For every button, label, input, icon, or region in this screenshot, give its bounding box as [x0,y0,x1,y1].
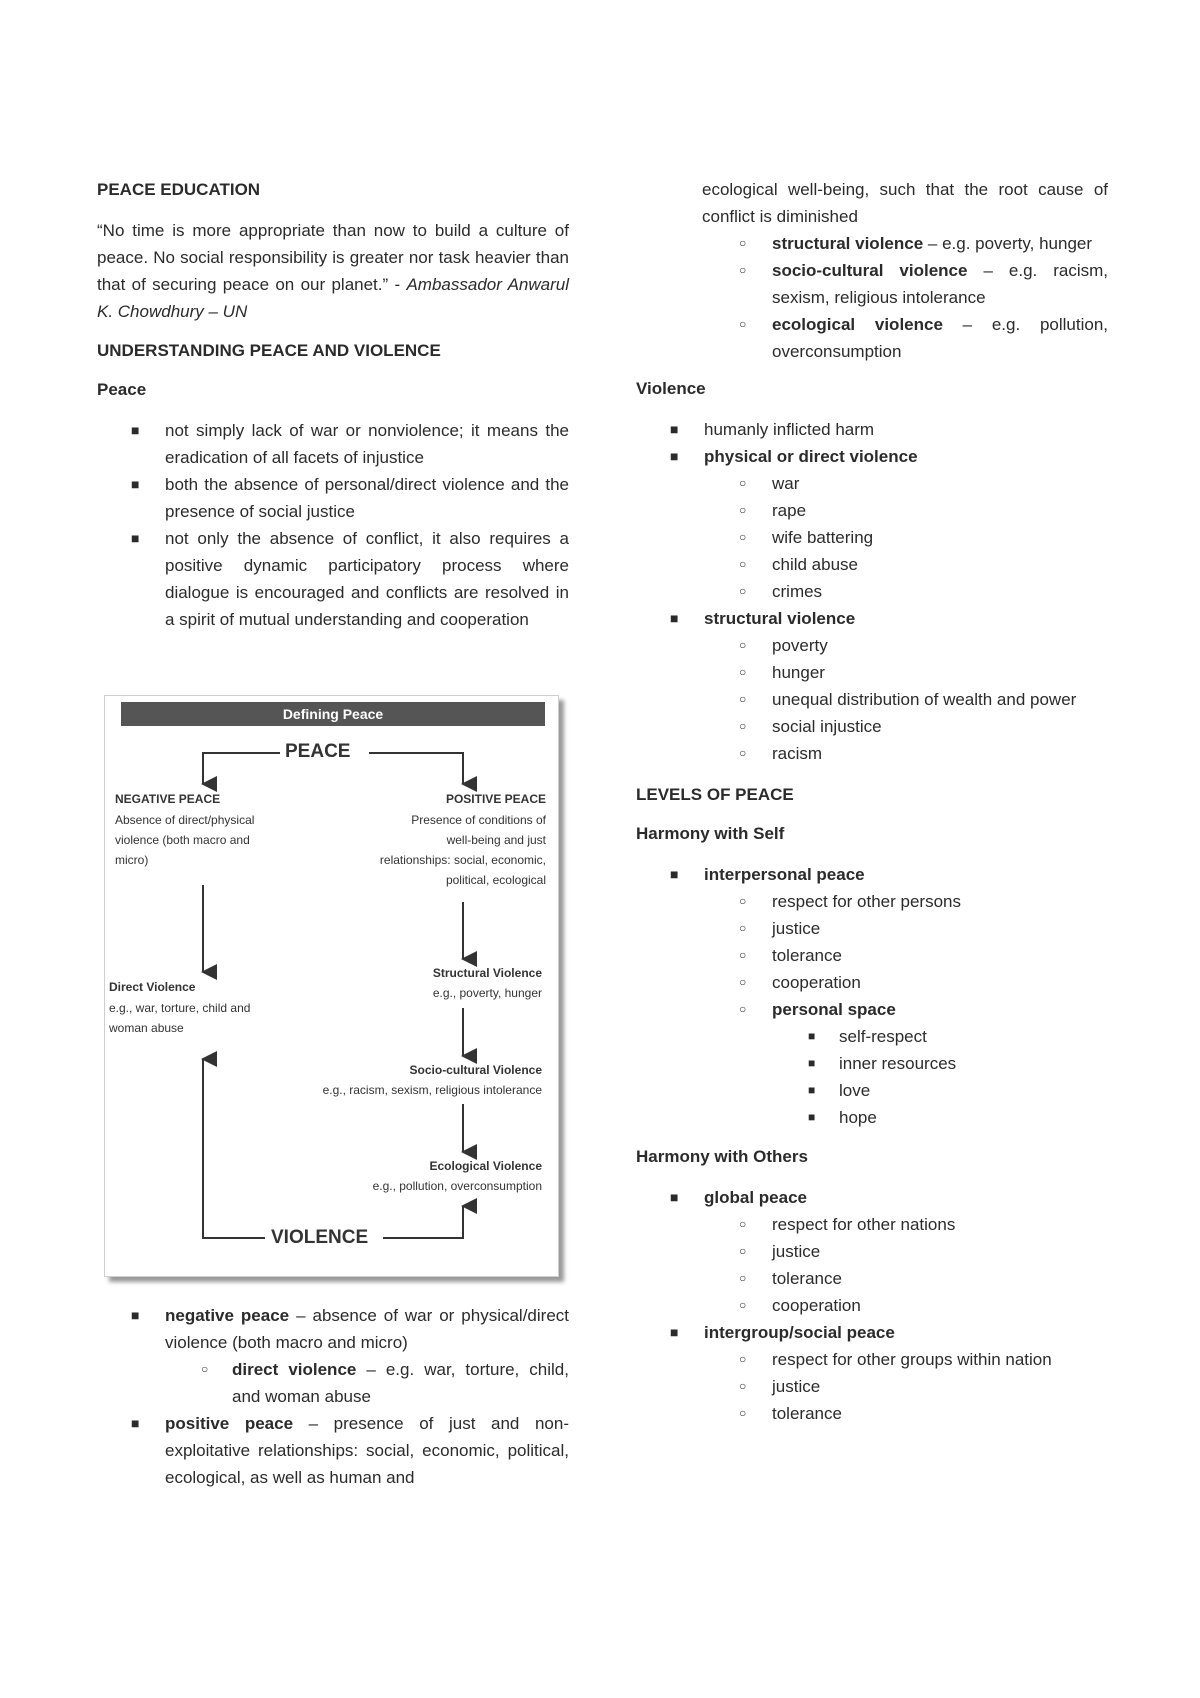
negative-peace-desc-2: violence (both macro and [115,833,250,847]
defining-peace-diagram [104,695,559,1277]
negative-peace-desc-3: micro) [115,853,149,867]
list-item: ○ structural violence – e.g. poverty, hunger [636,230,1108,257]
list-item: ○ crimes [636,578,1108,605]
harmony-self-list [636,861,1108,1131]
list-item: ■ not only the absence of conflict, it also requires a positive dynamic participatory process where dialogue is encouraged and conflicts are resolved in a spirit of mutual understanding and cooperation [97,525,569,633]
peace-types-list [97,1302,569,1491]
list-item: ○ justice [636,915,1108,942]
direct-violence-desc-1: e.g., war, torture, child and [109,1001,251,1015]
circle-bullet-icon: ○ [739,746,747,760]
list-item: ○ socio-cultural violence – e.g. racism, sexism, religious intolerance [636,257,1108,311]
list-item: ○ tolerance [636,1265,1108,1292]
list-item: ○ unequal distribution of wealth and power [636,686,1108,713]
list-item: ■ interpersonal peace [636,861,1108,888]
list-item: ○ justice [636,1373,1108,1400]
list-item: ○ personal space [636,996,1108,1023]
positive-peace-desc-2: well-being and just [446,833,546,847]
circle-bullet-icon: ○ [739,584,747,598]
list-item: ○ rape [636,497,1108,524]
continued-text: ecological well-being, such that the root cause of conflict is diminished [702,180,1108,226]
circle-bullet-icon: ○ [739,948,747,962]
circle-bullet-icon: ○ [739,692,747,706]
list-item: ○ cooperation [636,969,1108,996]
circle-bullet-icon: ○ [739,236,747,250]
square-bullet-icon: ■ [808,1110,816,1124]
socio-cultural-violence-desc: e.g., racism, sexism, religious intolerance [322,1083,542,1097]
list-item: ○ cooperation [636,1292,1108,1319]
circle-bullet-icon: ○ [739,476,747,490]
structural-violence-desc: e.g., poverty, hunger [432,986,542,1000]
structural-violence-title: Structural Violence [432,966,542,980]
bullet-icon: ■ [670,610,679,626]
positive-peace-desc-3: relationships: social, economic, [379,853,546,867]
circle-bullet-icon: ○ [739,1244,747,1258]
circle-bullet-icon: ○ [739,263,747,277]
positive-peace-title: POSITIVE PEACE [445,792,546,806]
quote-text: “No time is more appropriate than now to build a culture of peace. No social responsibility is greater nor task heavier than that of securing peace on our planet.” - [97,221,569,294]
list-item: ■ positive peace – presence of just and non-exploitative relationships: social, economic, political, ecological, as well as human and [97,1410,569,1491]
list-item: ■ intergroup/social peace [636,1319,1108,1346]
circle-bullet-icon: ○ [739,719,747,733]
circle-bullet-icon: ○ [739,1406,747,1420]
square-bullet-icon: ■ [808,1056,816,1070]
direct-violence-title: Direct Violence [109,980,196,994]
bullet-icon: ■ [670,1324,679,1340]
list-item: ○ hunger [636,659,1108,686]
circle-bullet-icon: ○ [739,894,747,908]
bullet-icon: ■ [131,530,140,546]
list-item: ○ wife battering [636,524,1108,551]
bullet-icon: ■ [131,1415,140,1431]
violence-list [636,416,1108,767]
list-item: ■ hope [636,1104,1108,1131]
list-item: ○ racism [636,740,1108,767]
list-item: ○ respect for other groups within nation [636,1346,1108,1373]
bullet-icon: ■ [670,866,679,882]
bullet-icon: ■ [131,422,140,438]
list-item: ○ respect for other persons [636,888,1108,915]
list-item: ○ social injustice [636,713,1108,740]
diagram-title: Defining Peace [121,702,545,726]
circle-bullet-icon: ○ [739,975,747,989]
quote-author: Ambassador Anwarul K. Chowdhury – UN [97,275,569,321]
positive-peace-sublist [636,230,1108,365]
list-item: ○ justice [636,1238,1108,1265]
harmony-self-heading: Harmony with Self [636,824,785,843]
harmony-others-heading: Harmony with Others [636,1147,808,1166]
list-item: ■ love [636,1077,1108,1104]
bullet-icon: ■ [670,421,679,437]
list-item: ■ not simply lack of war or nonviolence; it means the eradication of all facets of injustice [97,417,569,471]
peace-list [97,417,569,633]
ecological-violence-title: Ecological Violence [429,1159,542,1173]
circle-bullet-icon: ○ [739,317,747,331]
list-item: ○ respect for other nations [636,1211,1108,1238]
harmony-others-list [636,1184,1108,1427]
left-column [97,176,569,633]
negative-peace-desc-1: Absence of direct/physical [115,813,255,827]
circle-bullet-icon: ○ [739,665,747,679]
bullet-icon: ■ [131,476,140,492]
list-item: ■ global peace [636,1184,1108,1211]
quote [97,217,569,325]
circle-bullet-icon: ○ [739,1002,747,1016]
list-item: ■ both the absence of personal/direct violence and the presence of social justice [97,471,569,525]
list-item: ■ negative peace – absence of war or physical/direct violence (both macro and micro) [97,1302,569,1356]
list-item: ○ child abuse [636,551,1108,578]
list-item: ○ tolerance [636,942,1108,969]
positive-peace-desc-4: political, ecological [445,873,546,887]
circle-bullet-icon: ○ [739,1379,747,1393]
diagram-violence-label: VIOLENCE [271,1227,369,1248]
bullet-icon: ■ [670,1189,679,1205]
circle-bullet-icon: ○ [739,530,747,544]
square-bullet-icon: ■ [808,1029,816,1043]
violence-heading: Violence [636,379,706,398]
socio-cultural-violence-title: Socio-cultural Violence [409,1063,542,1077]
circle-bullet-icon: ○ [739,503,747,517]
square-bullet-icon: ■ [808,1083,816,1097]
list-item: ○ tolerance [636,1400,1108,1427]
list-item: ■ inner resources [636,1050,1108,1077]
list-item: ■ physical or direct violence [636,443,1108,470]
negative-peace-title: NEGATIVE PEACE [115,792,221,806]
list-item: ○ direct violence – e.g. war, torture, child, and woman abuse [97,1356,569,1410]
bullet-icon: ■ [670,448,679,464]
direct-violence-desc-2: woman abuse [109,1021,184,1035]
right-column [636,176,1108,1427]
doc-title: PEACE EDUCATION [97,180,261,199]
circle-bullet-icon: ○ [739,1271,747,1285]
circle-bullet-icon: ○ [739,1298,747,1312]
peace-heading: Peace [97,380,147,399]
list-item: ■ structural violence [636,605,1108,632]
ecological-violence-desc: e.g., pollution, overconsumption [372,1179,542,1193]
diagram-peace-label: PEACE [285,741,351,762]
list-item: ○ ecological violence – e.g. pollution, overconsumption [636,311,1108,365]
circle-bullet-icon: ○ [739,921,747,935]
list-item: ○ poverty [636,632,1108,659]
circle-bullet-icon: ○ [739,557,747,571]
list-item: ■ humanly inflicted harm [636,416,1108,443]
section-heading: UNDERSTANDING PEACE AND VIOLENCE [97,341,441,360]
circle-bullet-icon: ○ [739,1352,747,1366]
levels-heading: LEVELS OF PEACE [636,785,794,804]
circle-bullet-icon: ○ [739,1217,747,1231]
list-item: ■ self-respect [636,1023,1108,1050]
circle-bullet-icon: ○ [739,638,747,652]
bullet-icon: ■ [131,1307,140,1323]
positive-peace-desc-1: Presence of conditions of [411,813,546,827]
list-item: ○ war [636,470,1108,497]
circle-bullet-icon: ○ [201,1362,209,1376]
left-column-bottom [97,1302,569,1491]
